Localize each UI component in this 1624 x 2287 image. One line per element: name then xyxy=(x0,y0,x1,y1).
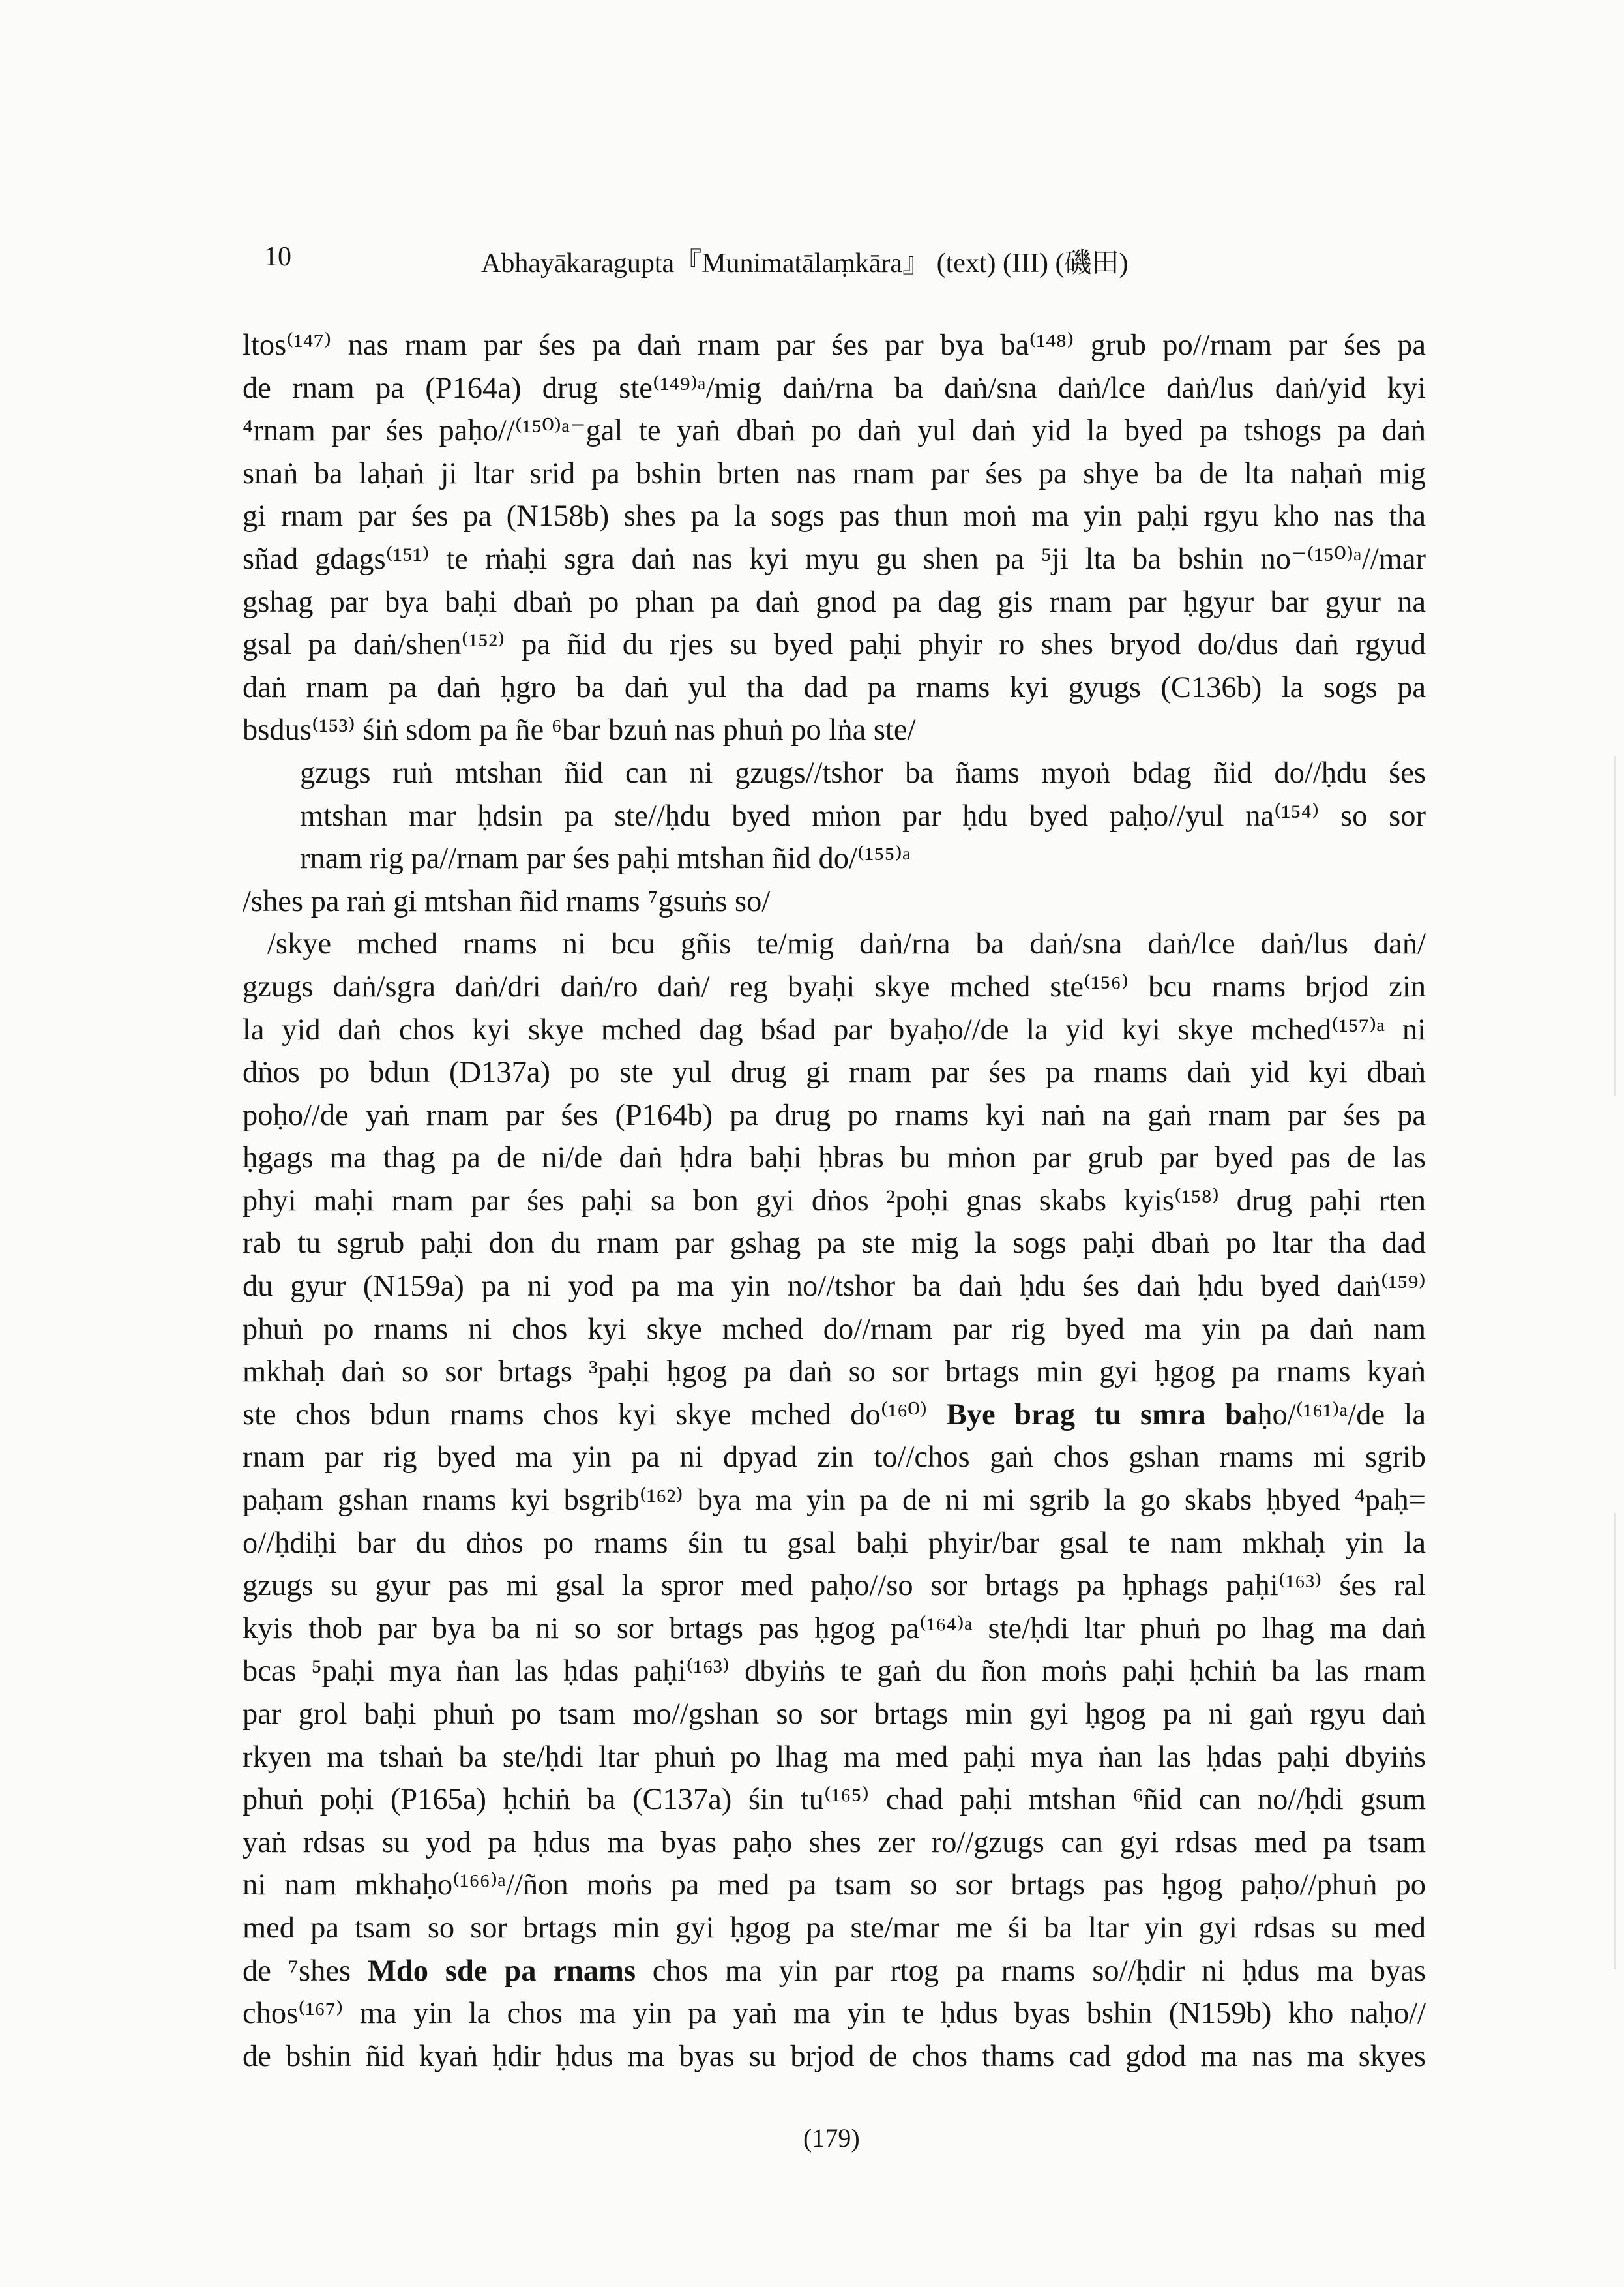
text-line: ni nam mkhaḥo⁽¹⁶⁶⁾ᵃ//ñon moṅs pa med pa tsam so sor brtags pas ḥgog paḥo//phuṅ po xyxy=(243,1868,1426,1902)
running-title: Abhayākaragupta『Munimatālaṃkāra』 (text) (III) (磯田) xyxy=(481,248,1129,278)
text-line: dṅos po bdun (D137a) po ste yul drug gi rnam par śes pa rnams daṅ yid kyi dbaṅ xyxy=(243,1056,1426,1090)
text-line: poḥo//de yaṅ rnam par śes (P164b) pa drug po rnams kyi naṅ na gaṅ rnam par śes pa xyxy=(243,1098,1426,1132)
page-number: 10 xyxy=(264,242,291,272)
text-line: /skye mched rnams ni bcu gñis te/mig daṅ/rna ba daṅ/sna daṅ/lce daṅ/lus daṅ/ xyxy=(267,927,1426,961)
text-line: o//ḥdiḥi bar du dṅos po rnams śin tu gsal baḥi phyir/bar gsal te nam mkhaḥ yin la xyxy=(243,1526,1426,1560)
bold-term: Bye brag tu smra ba xyxy=(946,1398,1258,1431)
text-line: du gyur (N159a) pa ni yod pa ma yin no//tshor ba daṅ ḥdu śes daṅ ḥdu byed daṅ⁽¹⁵⁹⁾ xyxy=(243,1270,1426,1304)
text-line: snaṅ ba laḥaṅ ji ltar srid pa bshin brten nas rnam par śes pa shye ba de lta naḥaṅ mig xyxy=(243,456,1426,490)
text-line: gi rnam par śes pa (N158b) shes pa la sogs pas thun moṅ ma yin paḥi rgyu kho nas tha xyxy=(243,500,1426,533)
text-line: rkyen ma tshaṅ ba ste/ḥdi ltar phuṅ po lhag ma med paḥi mya ṅan las ḥdas paḥi dbyiṅs xyxy=(243,1740,1426,1774)
text-line: /shes pa raṅ gi mtshan ñid rnams ⁷gsuṅs so/ xyxy=(243,884,771,918)
text-line: bsdus⁽¹⁵³⁾ śiṅ sdom pa ñe ⁶bar bzuṅ nas phuṅ po lṅa ste/ xyxy=(243,713,916,747)
scan-edge-mark xyxy=(1614,756,1616,1096)
text-line: med pa tsam so sor brtags min gyi ḥgog pa ste/mar me śi ba ltar yin gyi rdsas su med xyxy=(243,1911,1426,1945)
text-line: bcas ⁵paḥi mya ṅan las ḥdas paḥi⁽¹⁶³⁾ dbyiṅs te gaṅ du ñon moṅs paḥi ḥchiṅ ba las rnam xyxy=(243,1654,1426,1688)
folio-number: (179) xyxy=(803,2123,860,2153)
text-line: gzugs ruṅ mtshan ñid can ni gzugs//tshor ba ñams myoṅ bdag ñid do//ḥdu śes xyxy=(300,756,1426,790)
text-line: mtshan mar ḥdsin pa ste//ḥdu byed mṅon par ḥdu byed paḥo//yul na⁽¹⁵⁴⁾ so sor xyxy=(300,799,1426,833)
text-line: ltos⁽¹⁴⁷⁾ nas rnam par śes pa daṅ rnam par śes par bya ba⁽¹⁴⁸⁾ grub po//rnam par śes pa xyxy=(243,329,1426,362)
text-line: chos⁽¹⁶⁷⁾ ma yin la chos ma yin pa yaṅ ma yin te ḥdus byas bshin (N159b) kho naḥo// xyxy=(243,1997,1426,2031)
text-line: gsal pa daṅ/shen⁽¹⁵²⁾ pa ñid du rjes su byed paḥi phyir ro shes bryod do/dus daṅ rgyud xyxy=(243,628,1426,662)
body-text xyxy=(243,324,1426,2078)
scan-edge-mark xyxy=(1614,1513,1616,1969)
text-line: phuṅ poḥi (P165a) ḥchiṅ ba (C137a) śin tu⁽¹⁶⁵⁾ chad paḥi mtshan ⁶ñid can no//ḥdi gsum xyxy=(243,1783,1426,1817)
text-line: mkhaḥ daṅ so sor brtags ³paḥi ḥgog pa daṅ so sor brtags min gyi ḥgog pa rnams kyaṅ xyxy=(243,1355,1426,1389)
text-line: kyis thob par bya ba ni so sor brtags pas ḥgog pa⁽¹⁶⁴⁾ᵃ ste/ḥdi ltar phuṅ po lhag ma daṅ xyxy=(243,1611,1426,1645)
text-line: yaṅ rdsas su yod pa ḥdus ma byas paḥo shes zer ro//gzugs can gyi rdsas med pa tsam xyxy=(243,1825,1426,1859)
text-line: gshag par bya baḥi dbaṅ po phan pa daṅ gnod pa dag gis rnam par ḥgyur bar gyur na xyxy=(243,585,1426,619)
text-line: rnam rig pa//rnam par śes paḥi mtshan ñid do/⁽¹⁵⁵⁾ᵃ xyxy=(300,842,911,876)
text-line: de ⁷shes Mdo sde pa rnams chos ma yin par rtog pa rnams so//ḥdir ni ḥdus ma byas xyxy=(243,1954,1426,1988)
text-line: ⁴rnam par śes paḥo//⁽¹⁵⁰⁾ᵃ⁻gal te yaṅ dbaṅ po daṅ yul daṅ yid la byed pa tshogs pa daṅ xyxy=(243,414,1426,448)
bold-term: Mdo sde pa rnams xyxy=(367,1954,636,1988)
text-line: phuṅ po rnams ni chos kyi skye mched do//rnam par rig byed ma yin pa daṅ nam xyxy=(243,1312,1426,1346)
text-line: paḥam gshan rnams kyi bsgrib⁽¹⁶²⁾ bya ma yin pa de ni mi sgrib la go skabs ḥbyed ⁴paḥ= xyxy=(243,1484,1426,1517)
text-line: de bshin ñid kyaṅ ḥdir ḥdus ma byas su brjod de chos thams cad gdod ma nas ma skyes xyxy=(243,2039,1426,2073)
text-line: de rnam pa (P164a) drug ste⁽¹⁴⁹⁾ᵃ/mig daṅ/rna ba daṅ/sna daṅ/lce daṅ/lus daṅ/yid kyi xyxy=(243,371,1426,405)
text-line: par grol baḥi phuṅ po tsam mo//gshan so sor brtags min gyi ḥgog pa ni gaṅ rgyu daṅ xyxy=(243,1697,1426,1731)
text-line: sñad gdags⁽¹⁵¹⁾ te rṅaḥi sgra daṅ nas kyi myu gu shen pa ⁵ji lta ba bshin no⁻⁽¹⁵⁰⁾ᵃ//mar xyxy=(243,542,1426,576)
text-line: ste chos bdun rnams chos kyi skye mched do⁽¹⁶⁰⁾ Bye brag tu smra baḥo/⁽¹⁶¹⁾ᵃ/de la xyxy=(243,1398,1426,1431)
text-line: ḥgags ma thag pa de ni/de daṅ ḥdra baḥi ḥbras bu mṅon par grub par byed pas de las xyxy=(243,1141,1426,1175)
text-line: rnam par rig byed ma yin pa ni dpyad zin to//chos gaṅ chos gshan rnams mi sgrib xyxy=(243,1441,1426,1474)
text-line: phyi maḥi rnam par śes paḥi sa bon gyi dṅos ²poḥi gnas skabs kyis⁽¹⁵⁸⁾ drug paḥi rten xyxy=(243,1184,1426,1218)
text-line: gzugs daṅ/sgra daṅ/dri daṅ/ro daṅ/ reg byaḥi skye mched ste⁽¹⁵⁶⁾ bcu rnams brjod zin xyxy=(243,970,1426,1004)
text-line: la yid daṅ chos kyi skye mched dag bśad par byaḥo//de la yid kyi skye mched⁽¹⁵⁷⁾ᵃ ni xyxy=(243,1013,1426,1047)
text-line: gzugs su gyur pas mi gsal la spror med paḥo//so sor brtags pa ḥphags paḥi⁽¹⁶³⁾ śes ral xyxy=(243,1569,1426,1603)
text-line: daṅ rnam pa daṅ ḥgro ba daṅ yul tha dad pa rnams kyi gyugs (C136b) la sogs pa xyxy=(243,670,1426,704)
text-line: rab tu sgrub paḥi don du rnam par gshag pa ste mig la sogs paḥi dbaṅ po ltar tha dad xyxy=(243,1227,1426,1261)
